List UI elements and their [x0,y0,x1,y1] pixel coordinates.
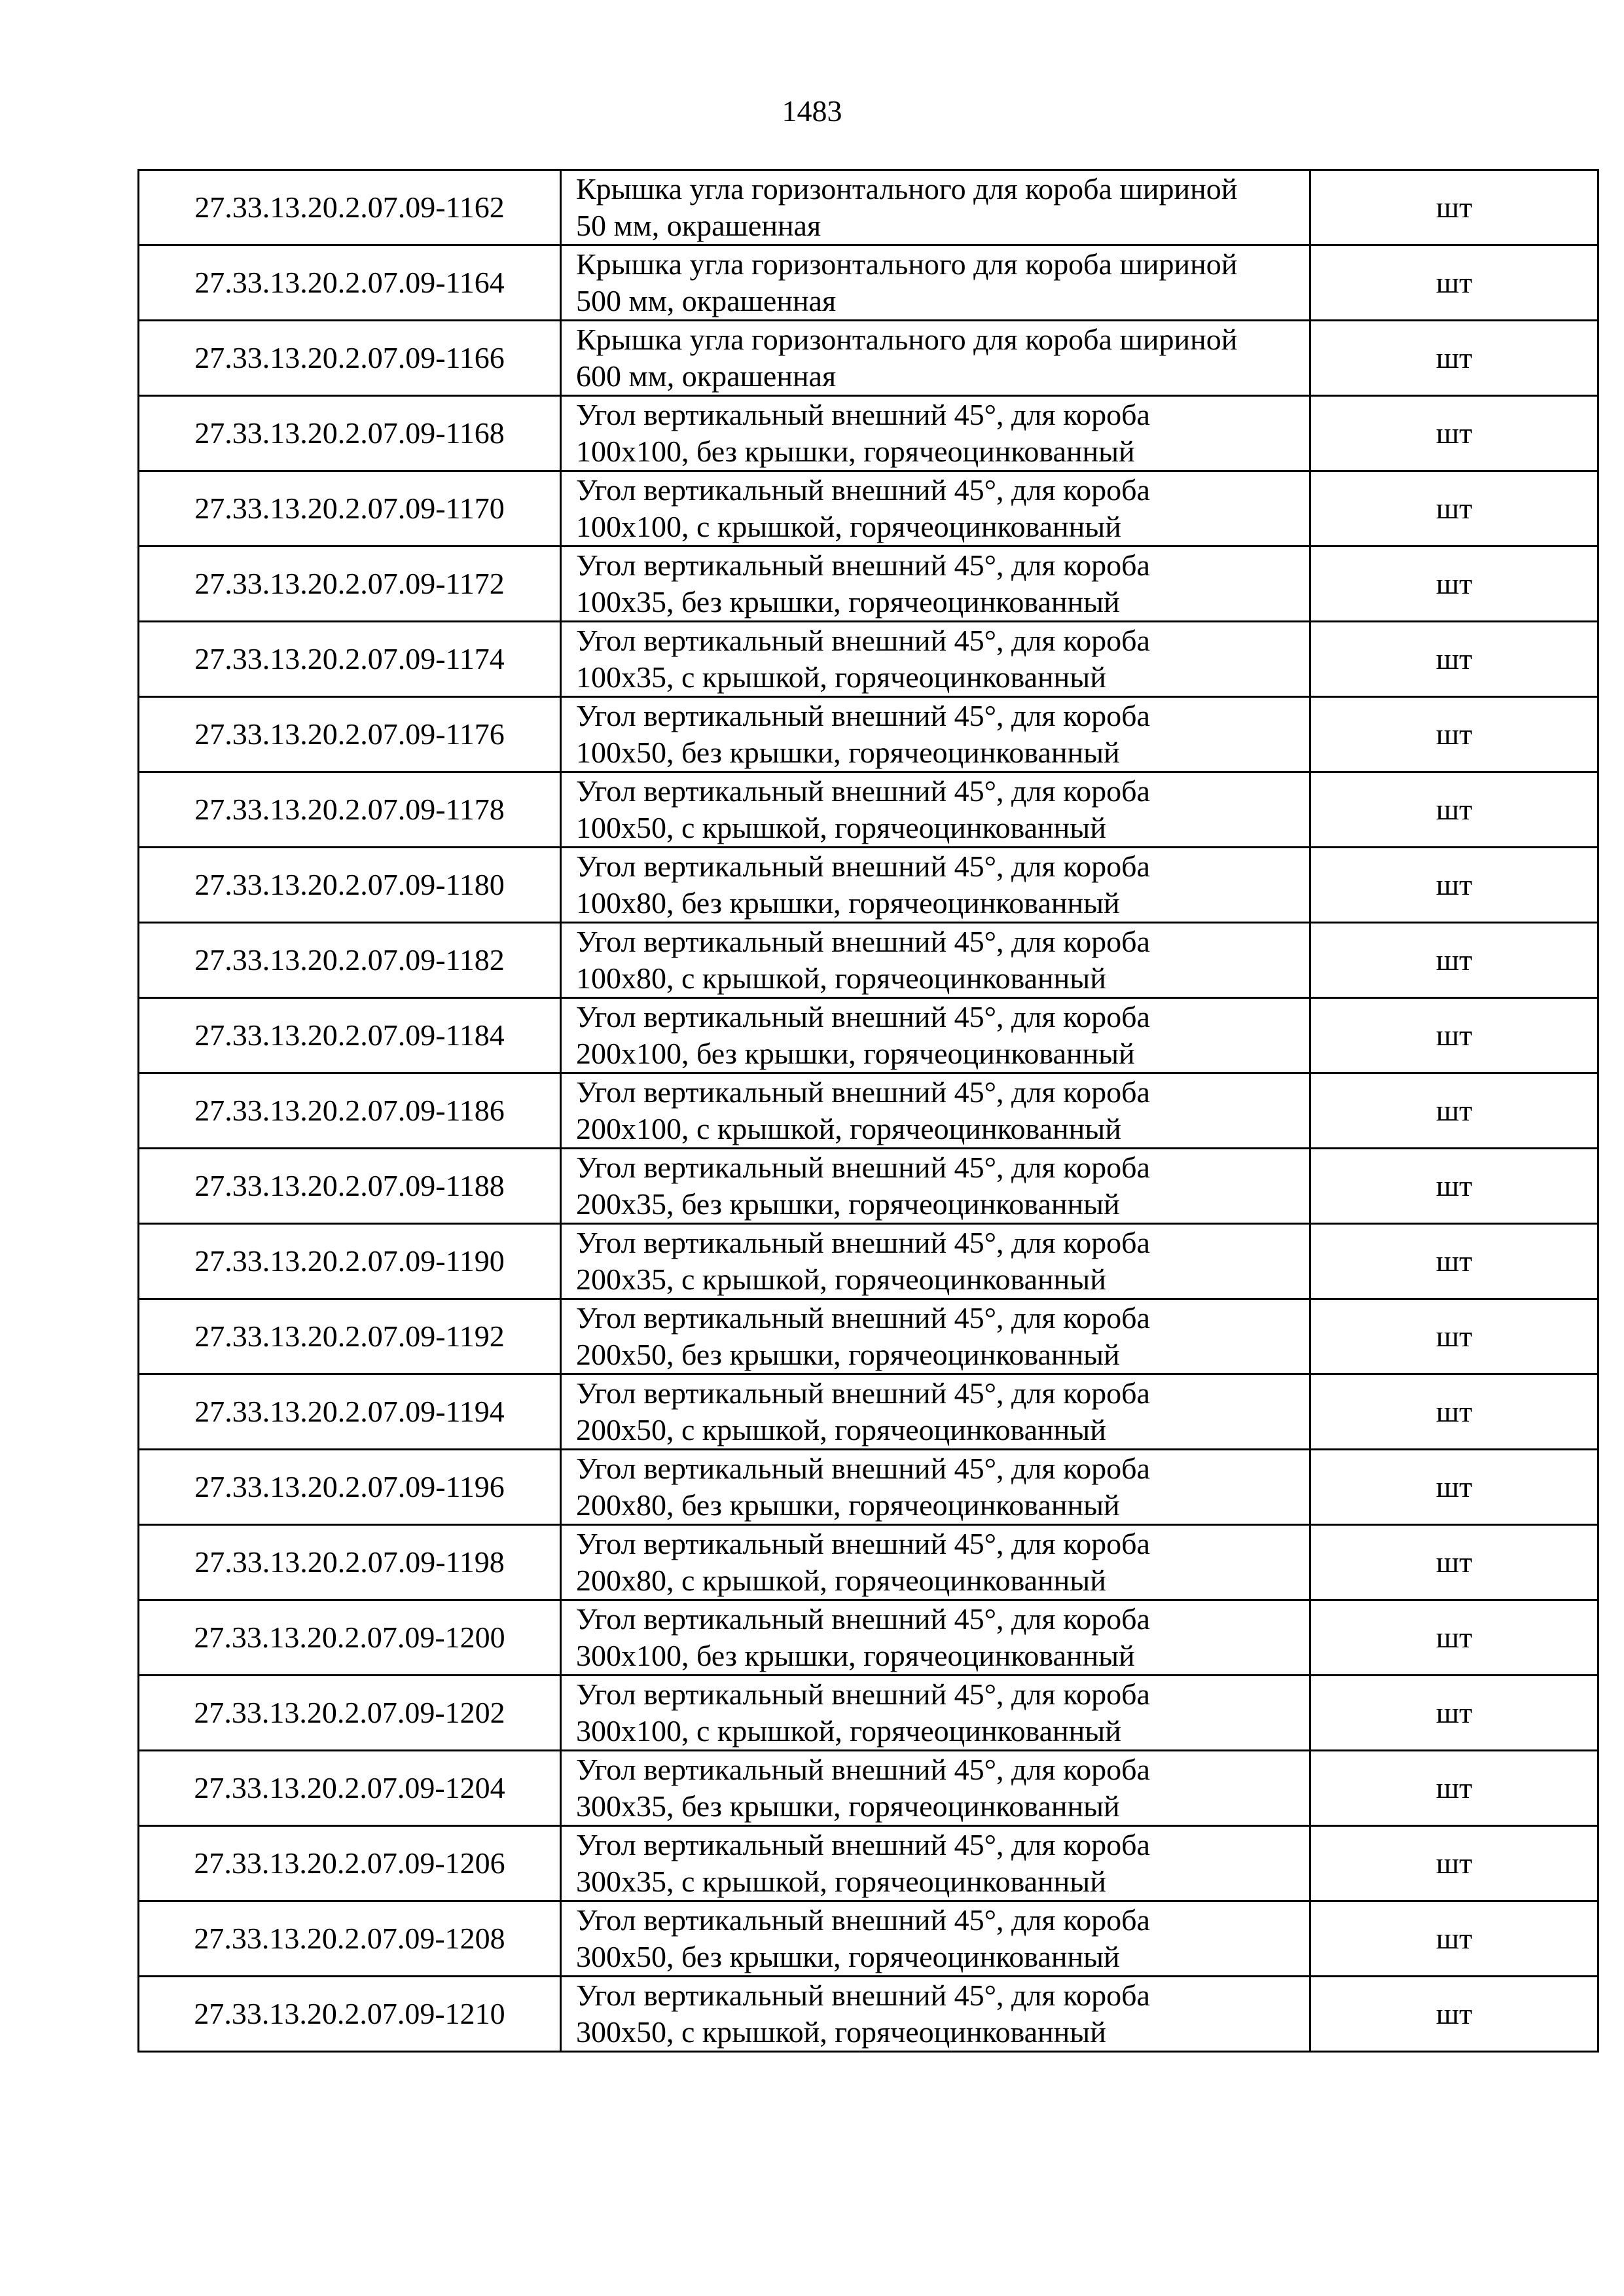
item-name-line2: 200х50, без крышки, горячеоцинкованный [576,1338,1120,1371]
item-unit: шт [1310,1977,1598,2052]
item-code: 27.33.13.20.2.07.09-1182 [139,923,561,998]
item-name [561,396,1310,471]
item-name-line2: 300х50, без крышки, горячеоцинкованный [576,1940,1120,1973]
item-unit: шт [1310,1751,1598,1826]
item-name [561,1149,1310,1224]
item-name-line2: 100х35, без крышки, горячеоцинкованный [576,585,1120,619]
item-unit: шт [1310,547,1598,622]
item-code: 27.33.13.20.2.07.09-1166 [139,321,561,396]
item-name-line2: 500 мм, окрашенная [576,284,837,317]
item-unit: шт [1310,170,1598,245]
item-name-line1: Угол вертикальный внешний 45°, для короба [576,1828,1150,1861]
item-name-line2: 100х35, с крышкой, горячеоцинкованный [576,660,1106,694]
item-name [561,622,1310,697]
table-row [139,471,1598,547]
item-name [561,547,1310,622]
item-name-line2: 300х100, с крышкой, горячеоцинкованный [576,1714,1121,1748]
table-row [139,1826,1598,1901]
item-name [561,170,1310,245]
item-name-line1: Угол вертикальный внешний 45°, для короба [576,1903,1150,1937]
item-name-line1: Угол вертикальный внешний 45°, для короба [576,624,1150,657]
item-name-line1: Угол вертикальный внешний 45°, для короба [576,1000,1150,1033]
item-unit: шт [1310,1299,1598,1374]
item-code: 27.33.13.20.2.07.09-1170 [139,471,561,547]
item-name [561,1073,1310,1149]
item-name-line2: 100х100, без крышки, горячеоцинкованный [576,435,1135,468]
item-name-line1: Угол вертикальный внешний 45°, для короба [576,774,1150,808]
item-name [561,1450,1310,1525]
table-row [139,1600,1598,1676]
item-code: 27.33.13.20.2.07.09-1186 [139,1073,561,1149]
item-name [561,1676,1310,1751]
item-code: 27.33.13.20.2.07.09-1190 [139,1224,561,1299]
item-name-line2: 200х100, с крышкой, горячеоцинкованный [576,1112,1121,1145]
table-row [139,396,1598,471]
item-name-line2: 300х100, без крышки, горячеоцинкованный [576,1639,1135,1672]
item-code: 27.33.13.20.2.07.09-1168 [139,396,561,471]
item-code: 27.33.13.20.2.07.09-1188 [139,1149,561,1224]
table-row [139,1676,1598,1751]
item-name-line2: 200х80, с крышкой, горячеоцинкованный [576,1564,1106,1597]
item-name-line1: Угол вертикальный внешний 45°, для короба [576,1452,1150,1485]
table-row [139,772,1598,848]
table-row [139,697,1598,772]
item-code: 27.33.13.20.2.07.09-1204 [139,1751,561,1826]
item-unit: шт [1310,998,1598,1073]
item-unit: шт [1310,1901,1598,1977]
table-row [139,848,1598,923]
item-unit: шт [1310,471,1598,547]
item-name-line1: Угол вертикальный внешний 45°, для короба [576,699,1150,732]
item-code: 27.33.13.20.2.07.09-1206 [139,1826,561,1901]
item-name-line2: 200х80, без крышки, горячеоцинкованный [576,1488,1120,1522]
item-unit: шт [1310,321,1598,396]
item-name-line1: Угол вертикальный внешний 45°, для короба [576,473,1150,507]
item-name-line1: Крышка угла горизонтального для короба шириной [576,323,1238,356]
table-row [139,1149,1598,1224]
item-code: 27.33.13.20.2.07.09-1180 [139,848,561,923]
item-name-line2: 300х35, без крышки, горячеоцинкованный [576,1789,1120,1823]
item-code: 27.33.13.20.2.07.09-1176 [139,697,561,772]
item-name-line1: Угол вертикальный внешний 45°, для короба [576,1753,1150,1786]
item-name-line1: Угол вертикальный внешний 45°, для короба [576,1151,1150,1184]
table-row [139,1525,1598,1600]
item-name [561,998,1310,1073]
item-name-line2: 100х100, с крышкой, горячеоцинкованный [576,510,1121,543]
table-row [139,1901,1598,1977]
item-name-line1: Угол вертикальный внешний 45°, для короба [576,548,1150,582]
item-name [561,1826,1310,1901]
item-name-line1: Угол вертикальный внешний 45°, для короба [576,925,1150,958]
item-name [561,471,1310,547]
table-row [139,998,1598,1073]
item-name-line1: Крышка угла горизонтального для короба шириной [576,247,1238,281]
item-name [561,772,1310,848]
item-name-line2: 100х80, с крышкой, горячеоцинкованный [576,961,1106,995]
item-unit: шт [1310,396,1598,471]
item-name [561,1525,1310,1600]
item-name-line1: Угол вертикальный внешний 45°, для короба [576,850,1150,883]
item-code: 27.33.13.20.2.07.09-1164 [139,245,561,321]
item-unit: шт [1310,1374,1598,1450]
item-code: 27.33.13.20.2.07.09-1162 [139,170,561,245]
item-code: 27.33.13.20.2.07.09-1178 [139,772,561,848]
item-name-line2: 100х50, без крышки, горячеоцинкованный [576,736,1120,769]
item-name [561,1977,1310,2052]
table-row [139,923,1598,998]
item-name-line2: 100х50, с крышкой, горячеоцинкованный [576,811,1106,844]
item-code: 27.33.13.20.2.07.09-1198 [139,1525,561,1600]
item-name-line1: Угол вертикальный внешний 45°, для короба [576,1226,1150,1259]
item-code: 27.33.13.20.2.07.09-1174 [139,622,561,697]
table-row [139,1450,1598,1525]
item-name-line2: 600 мм, окрашенная [576,359,837,393]
table-row [139,1224,1598,1299]
item-name-line2: 100х80, без крышки, горячеоцинкованный [576,886,1120,920]
item-name [561,245,1310,321]
item-unit: шт [1310,1073,1598,1149]
item-name-line2: 200х35, без крышки, горячеоцинкованный [576,1187,1120,1221]
item-name [561,1901,1310,1977]
item-unit: шт [1310,1525,1598,1600]
item-unit: шт [1310,1224,1598,1299]
item-unit: шт [1310,622,1598,697]
table-row [139,245,1598,321]
item-name [561,321,1310,396]
table-row [139,1299,1598,1374]
item-name [561,1751,1310,1826]
item-code: 27.33.13.20.2.07.09-1172 [139,547,561,622]
item-code: 27.33.13.20.2.07.09-1184 [139,998,561,1073]
item-code: 27.33.13.20.2.07.09-1202 [139,1676,561,1751]
item-name-line1: Угол вертикальный внешний 45°, для короба [576,398,1150,431]
item-name-line1: Угол вертикальный внешний 45°, для короба [576,1376,1150,1410]
item-unit: шт [1310,1676,1598,1751]
table-row [139,321,1598,396]
item-name [561,848,1310,923]
item-code: 27.33.13.20.2.07.09-1208 [139,1901,561,1977]
item-name-line1: Угол вертикальный внешний 45°, для короба [576,1677,1150,1711]
item-name-line2: 200х100, без крышки, горячеоцинкованный [576,1037,1135,1070]
item-name-line2: 50 мм, окрашенная [576,209,821,242]
item-name-line1: Угол вертикальный внешний 45°, для короба [576,1075,1150,1109]
items-table [137,169,1599,2053]
item-name [561,1224,1310,1299]
item-name [561,923,1310,998]
table-row [139,1977,1598,2052]
item-name [561,1600,1310,1676]
item-unit: шт [1310,1826,1598,1901]
table-row [139,1073,1598,1149]
item-name-line1: Угол вертикальный внешний 45°, для короба [576,1301,1150,1335]
table-row [139,622,1598,697]
table-row [139,547,1598,622]
item-unit: шт [1310,1450,1598,1525]
item-code: 27.33.13.20.2.07.09-1192 [139,1299,561,1374]
page-number: 1483 [782,94,842,128]
item-code: 27.33.13.20.2.07.09-1210 [139,1977,561,2052]
table-row [139,1751,1598,1826]
item-name [561,1374,1310,1450]
items-table-body [139,170,1598,2052]
item-unit: шт [1310,697,1598,772]
item-code: 27.33.13.20.2.07.09-1200 [139,1600,561,1676]
item-unit: шт [1310,772,1598,848]
item-name-line1: Угол вертикальный внешний 45°, для короба [576,1527,1150,1560]
item-name [561,697,1310,772]
item-unit: шт [1310,923,1598,998]
item-name-line1: Угол вертикальный внешний 45°, для короба [576,1979,1150,2012]
item-unit: шт [1310,1600,1598,1676]
item-name [561,1299,1310,1374]
item-unit: шт [1310,245,1598,321]
item-unit: шт [1310,1149,1598,1224]
item-unit: шт [1310,848,1598,923]
table-row [139,1374,1598,1450]
item-name-line1: Угол вертикальный внешний 45°, для короба [576,1602,1150,1636]
item-name-line2: 200х50, с крышкой, горячеоцинкованный [576,1413,1106,1446]
item-code: 27.33.13.20.2.07.09-1196 [139,1450,561,1525]
item-name-line1: Крышка угла горизонтального для короба шириной [576,172,1238,206]
item-name-line2: 300х50, с крышкой, горячеоцинкованный [576,2015,1106,2049]
item-name-line2: 200х35, с крышкой, горячеоцинкованный [576,1263,1106,1296]
table-row [139,170,1598,245]
item-code: 27.33.13.20.2.07.09-1194 [139,1374,561,1450]
item-name-line2: 300х35, с крышкой, горячеоцинкованный [576,1865,1106,1898]
